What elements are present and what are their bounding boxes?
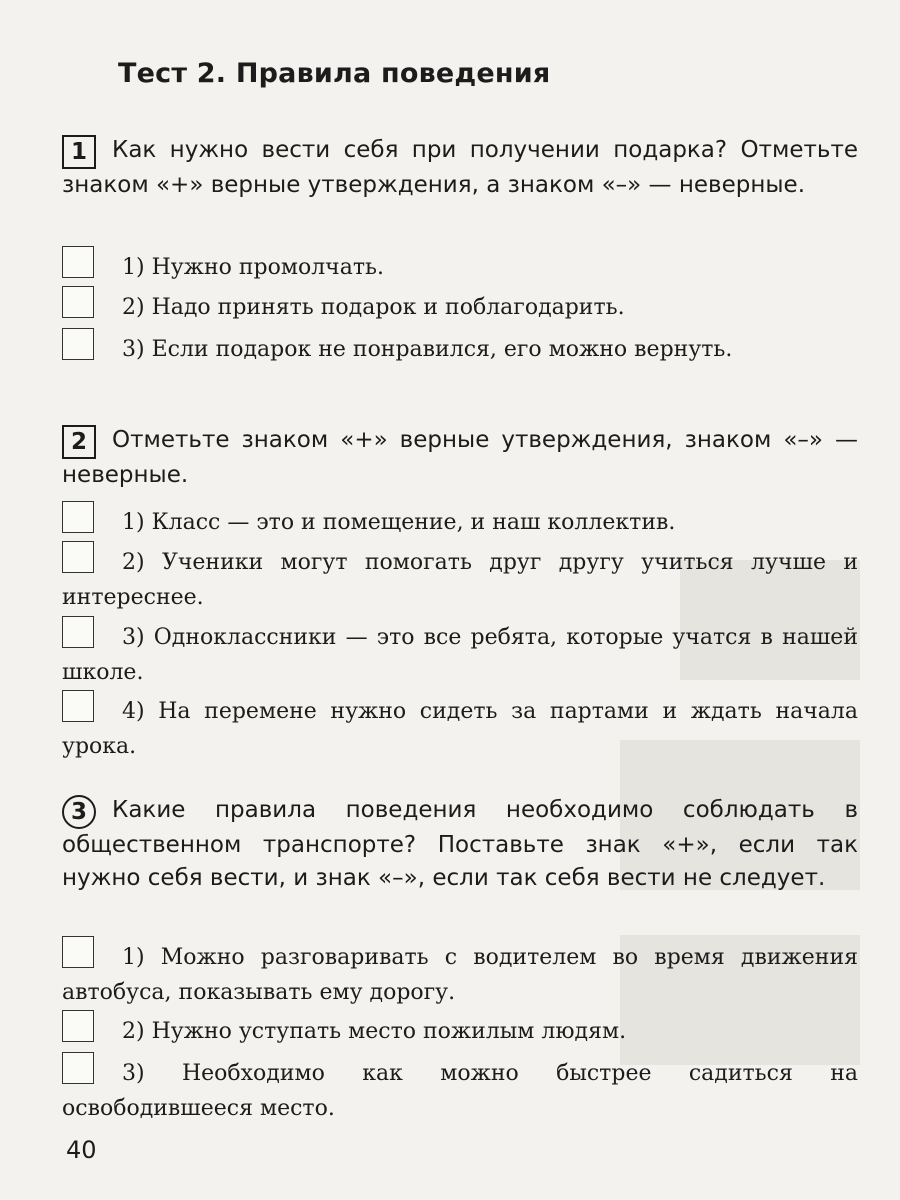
answer-item <box>62 501 858 540</box>
answer-item <box>62 246 858 285</box>
answer-item <box>62 616 858 690</box>
answer-item <box>62 286 858 325</box>
answer-checkbox[interactable] <box>62 541 94 573</box>
answer-item <box>62 541 858 615</box>
page-number: 40 <box>66 1136 97 1164</box>
answer-text: 2) Надо принять подарок и поблагодарить. <box>122 295 625 320</box>
answer-text: 2) Ученики могут помогать друг другу учиться лучше и интереснее. <box>62 550 858 610</box>
answer-item <box>62 690 858 764</box>
answer-checkbox[interactable] <box>62 1010 94 1042</box>
answer-checkbox[interactable] <box>62 616 94 648</box>
answer-checkbox[interactable] <box>62 1052 94 1084</box>
question-1 <box>62 134 858 202</box>
answer-text: 4) На перемене нужно сидеть за партами и ждать начала урока. <box>62 699 858 759</box>
answer-text: 2) Нужно уступать место пожилым людям. <box>122 1019 627 1044</box>
answer-text: 1) Нужно промолчать. <box>122 255 384 280</box>
question-2 <box>62 424 858 492</box>
answer-checkbox[interactable] <box>62 690 94 722</box>
question-3 <box>62 794 858 895</box>
question-number-circle: 3 <box>62 795 96 829</box>
answer-text: 1) Класс — это и помещение, и наш коллектив. <box>122 510 676 535</box>
answer-text: 1) Можно разговаривать с водителем во время движения автобуса, показывать ему дорогу. <box>62 945 858 1005</box>
answer-item <box>62 1052 858 1126</box>
answer-checkbox[interactable] <box>62 246 94 278</box>
answer-text: 3) Если подарок не понравился, его можно вернуть. <box>122 337 733 362</box>
answer-item <box>62 1010 858 1049</box>
question-number-box: 2 <box>62 425 96 459</box>
answer-checkbox[interactable] <box>62 286 94 318</box>
answer-text: 3) Необходимо как можно быстрее садиться на освободившееся место. <box>62 1061 858 1121</box>
answer-item <box>62 936 858 1010</box>
question-text: Отметьте знаком «+» верные утверждения, знаком «–» — неверные. <box>62 427 858 488</box>
question-text: Как нужно вести себя при получении подарка? Отметьте знаком «+» верные утверждения, а знаком «–» — неверные. <box>62 137 858 198</box>
question-number-box: 1 <box>62 135 96 169</box>
answer-checkbox[interactable] <box>62 501 94 533</box>
question-text: Какие правила поведения необходимо соблюдать в общественном транспорте? Поставьте знак «+», если так нужно себя вести, и знак «–», если так себя вести не следует. <box>62 797 858 891</box>
answer-checkbox[interactable] <box>62 328 94 360</box>
answer-checkbox[interactable] <box>62 936 94 968</box>
page-title: Тест 2. Правила поведения <box>118 58 551 89</box>
answer-item <box>62 328 858 367</box>
answer-text: 3) Одноклассники — это все ребята, которые учатся в нашей школе. <box>62 625 858 685</box>
